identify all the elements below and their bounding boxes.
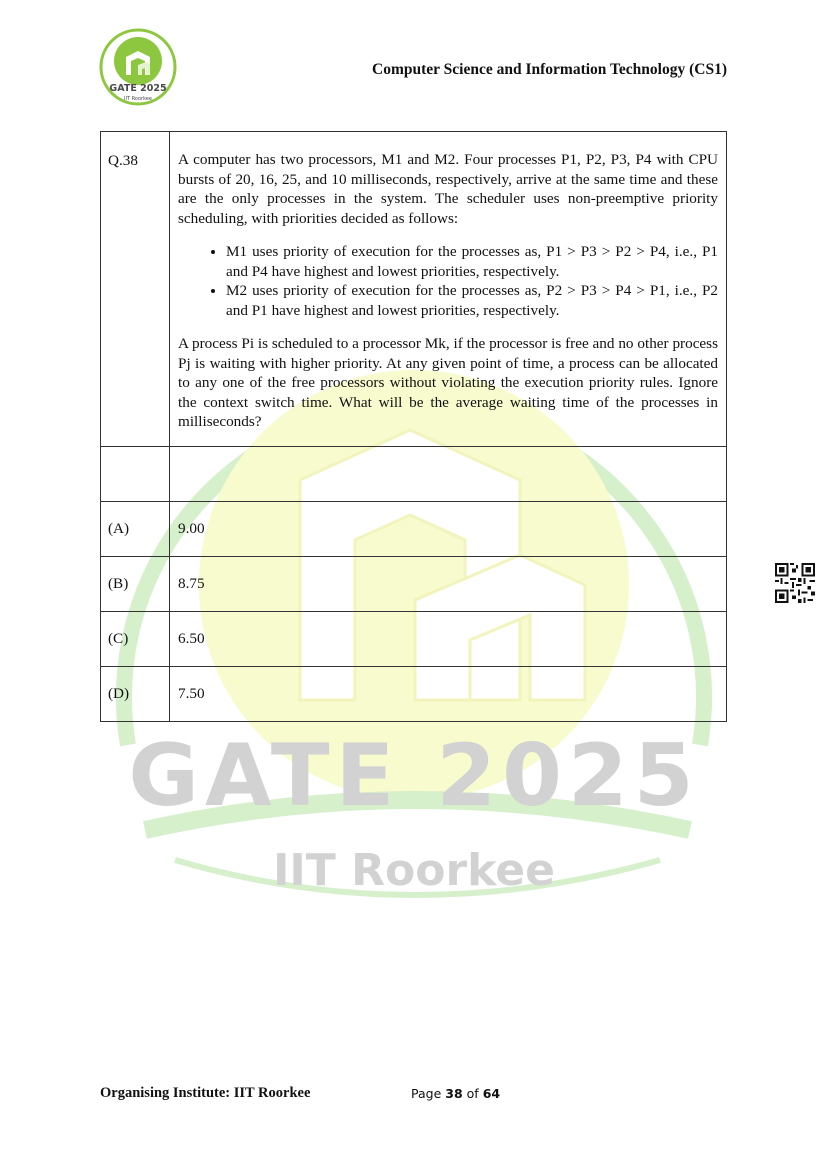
watermark-title: GATE 2025 [128, 726, 700, 826]
question-number: Q.38 [101, 132, 170, 447]
option-value: 8.75 [170, 556, 727, 611]
question-table [100, 131, 727, 722]
page-current: 38 [445, 1086, 463, 1101]
closing-text: A process Pi is scheduled to a processor Mk, if the processor is free and no other process Pj is waiting with higher priority. At any given point of time, a process can be allocated to any one of the free processors without violating the execution priority rules. Ignore the context switch time. What will be the average waiting time of the processes in milliseconds? [178, 335, 718, 430]
question-row [101, 132, 727, 447]
option-label: (A) [101, 501, 170, 556]
question-closing [178, 334, 718, 432]
blank-row [101, 446, 727, 501]
priority-rules [178, 242, 718, 320]
option-label: (C) [101, 611, 170, 666]
option-label: (D) [101, 666, 170, 721]
blank-cell-left [101, 446, 170, 501]
rule-m2: • M2 uses priority of execution for the processes as, P2 > P3 > P4 > P1, i.e., P2 and P1 have highest and lowest priorities, respectively. [226, 281, 718, 320]
option-value: 9.00 [170, 501, 727, 556]
option-row [101, 556, 727, 611]
watermark-subtitle: IIT Roorkee [273, 845, 555, 896]
page-number [411, 1086, 500, 1101]
gate-logo [98, 27, 178, 107]
page-word: Page [411, 1086, 442, 1101]
page-of: of [466, 1086, 479, 1101]
page-total: 64 [482, 1086, 501, 1101]
option-label: (B) [101, 556, 170, 611]
blank-cell-right [170, 446, 727, 501]
organising-institute: Organising Institute: IIT Roorkee [100, 1085, 311, 1101]
option-row [101, 611, 727, 666]
logo-top-text: GATE 2025 [109, 83, 167, 94]
option-row [101, 501, 727, 556]
question-body [170, 132, 727, 447]
option-value: 7.50 [170, 666, 727, 721]
qr-code-icon[interactable] [775, 563, 815, 603]
logo-bottom-text: IIT Roorkee [124, 96, 152, 102]
paper-title: Computer Science and Information Technology (CS1) [372, 61, 727, 78]
intro-text: A computer has two processors, M1 and M2. Four processes P1, P2, P3, P4 with CPU bursts of 20, 16, 25, and 10 milliseconds, respectively, arrive at the same time and these are the only processes in the system. The scheduler uses non-preemptive priority scheduling, with priorities decided as follows: [178, 151, 718, 227]
question-intro [178, 150, 718, 228]
option-row [101, 666, 727, 721]
option-value: 6.50 [170, 611, 727, 666]
rule-m1: • M1 uses priority of execution for the processes as, P1 > P3 > P2 > P4, i.e., P1 and P4 have highest and lowest priorities, respectively. [226, 242, 718, 281]
